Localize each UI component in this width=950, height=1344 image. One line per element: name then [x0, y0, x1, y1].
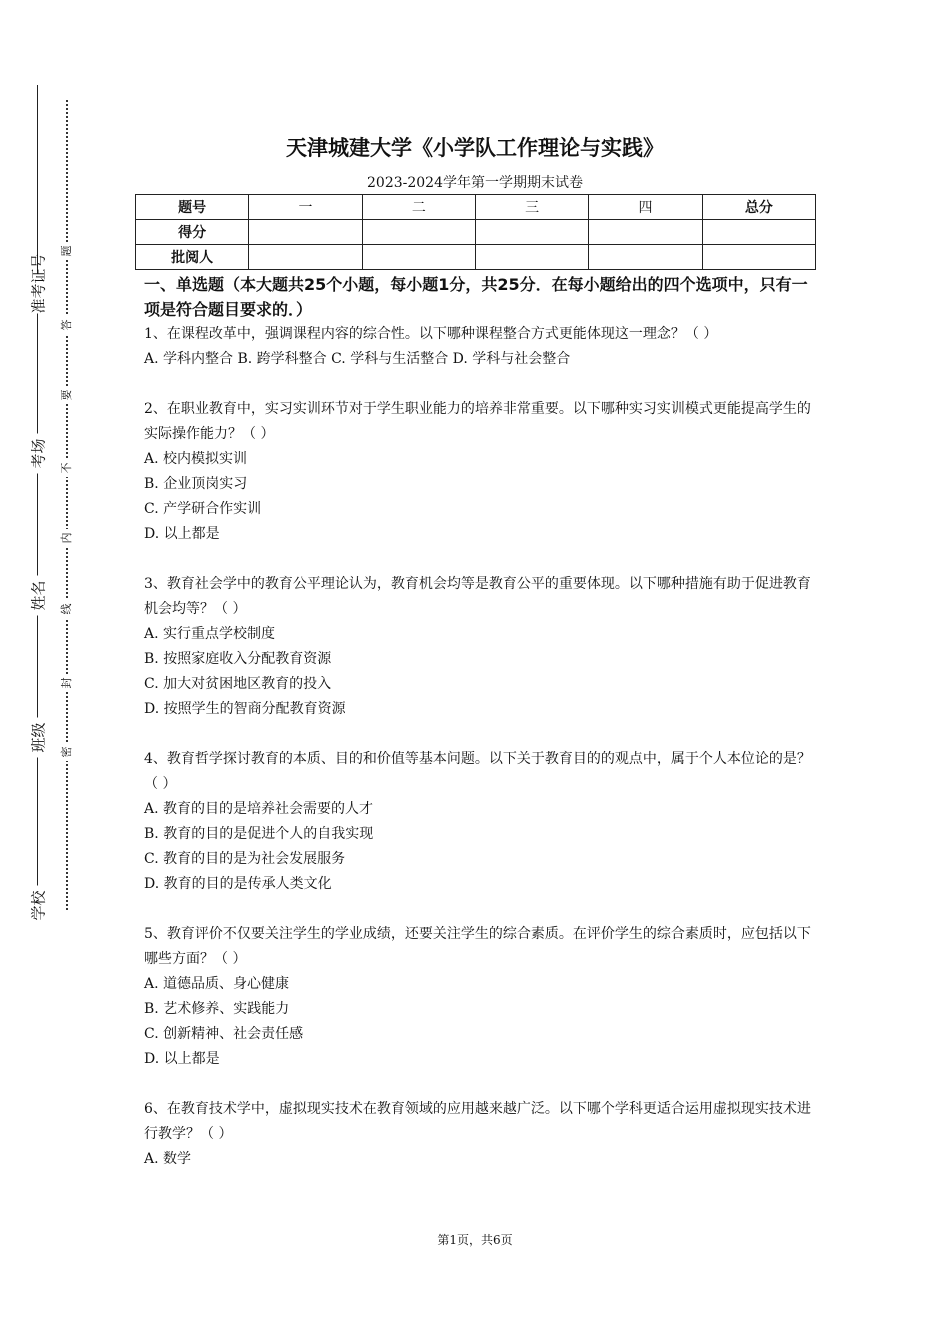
question-option: D. 按照学生的智商分配教育资源	[144, 701, 346, 717]
question-option: B. 按照家庭收入分配教育资源	[144, 651, 332, 667]
field-admission-number: 准考证号	[29, 253, 48, 314]
field-exam-room: 考场	[28, 434, 49, 474]
question-stem: 2、在职业教育中，实习实训环节对于学生职业能力的培养非常重要。以下哪种实习实训模式更能提高学生的实际操作能力？（ ）	[144, 401, 811, 442]
score-table-header-row	[136, 195, 816, 220]
question-option: C. 教育的目的是为社会发展服务	[144, 851, 346, 867]
question-option: D. 以上都是	[144, 1051, 220, 1067]
seal-char: 内	[60, 529, 74, 547]
score-cell	[702, 245, 815, 270]
score-cell	[702, 220, 815, 245]
question-item	[144, 322, 816, 372]
seal-char: 要	[60, 386, 74, 404]
question-option: A. 教育的目的是培养社会需要的人才	[144, 801, 374, 817]
grader-row	[136, 245, 816, 270]
score-cell	[249, 245, 362, 270]
seal-char: 题	[60, 242, 74, 260]
score-row-label: 批阅人	[136, 245, 249, 270]
seal-char: 答	[60, 316, 74, 334]
question-option: B. 企业顶岗实习	[144, 476, 248, 492]
score-row-label: 得分	[136, 220, 249, 245]
question-option: C. 产学研合作实训	[144, 501, 262, 517]
question-item	[144, 922, 816, 1072]
exam-title: 天津城建大学《小学队工作理论与实践》	[286, 136, 664, 160]
question-option: A. 校内模拟实训	[144, 451, 248, 467]
question-option: D. 以上都是	[144, 526, 220, 542]
question-option: A. 数学	[144, 1151, 192, 1167]
exam-subtitle: 2023-2024学年第一学期期末试卷	[367, 175, 583, 191]
section-heading: 一、单选题（本大题共25个小题，每小题1分，共25分．在每小题给出的四个选项中，只有一项是符合题目要求的．）	[144, 275, 808, 319]
question-option: C. 加大对贫困地区教育的投入	[144, 676, 332, 692]
question-stem: 4、教育哲学探讨教育的本质、目的和价值等基本问题。以下关于教育目的的观点中，属于个人本位论的是？（ ）	[144, 751, 811, 792]
question-item	[144, 747, 816, 897]
question-item	[144, 572, 816, 722]
binding-line	[37, 85, 38, 925]
score-cell	[362, 245, 475, 270]
score-cell	[475, 220, 588, 245]
score-row	[136, 220, 816, 245]
question-stem: 3、教育社会学中的教育公平理论认为，教育机会均等是教育公平的重要体现。以下哪种措施有助于促进教育机会均等？（ ）	[144, 576, 811, 617]
score-col-header: 二	[362, 195, 475, 220]
binding-strip	[0, 0, 110, 1344]
question-item	[144, 397, 816, 547]
question-option: C. 创新精神、社会责任感	[144, 1026, 304, 1042]
seal-char: 线	[60, 600, 74, 618]
score-col-header: 总分	[702, 195, 815, 220]
seal-char: 不	[60, 459, 74, 477]
score-cell	[475, 245, 588, 270]
question-option: A. 学科内整合 B. 跨学科整合 C. 学科与生活整合 D. 学科与社会整合	[144, 351, 571, 367]
question-option: D. 教育的目的是传承人类文化	[144, 876, 332, 892]
score-col-header: 一	[249, 195, 362, 220]
score-cell	[589, 220, 702, 245]
score-col-header: 三	[475, 195, 588, 220]
question-option: A. 道德品质、身心健康	[144, 976, 290, 992]
seal-char: 封	[60, 674, 74, 692]
seal-dotted-line	[66, 100, 68, 910]
field-class: 班级	[28, 718, 49, 758]
score-cell	[249, 220, 362, 245]
field-school: 学校	[28, 886, 49, 926]
field-name: 姓名	[28, 576, 49, 616]
score-table	[135, 194, 816, 270]
seal-char: 密	[60, 743, 74, 761]
question-list	[144, 322, 816, 1197]
question-stem: 1、在课程改革中，强调课程内容的综合性。以下哪种课程整合方式更能体现这一理念？（ ）	[144, 326, 718, 342]
score-col-header: 四	[589, 195, 702, 220]
question-option: B. 艺术修养、实践能力	[144, 1001, 290, 1017]
question-stem: 5、教育评价不仅要关注学生的学业成绩，还要关注学生的综合素质。在评价学生的综合素质时，应包括以下哪些方面？（ ）	[144, 926, 811, 967]
question-item	[144, 1097, 816, 1172]
page-footer: 第1页，共6页	[437, 1233, 513, 1247]
question-option: A. 实行重点学校制度	[144, 626, 276, 642]
question-option: B. 教育的目的是促进个人的自我实现	[144, 826, 374, 842]
score-col-header: 题号	[136, 195, 249, 220]
question-stem: 6、在教育技术学中，虚拟现实技术在教育领域的应用越来越广泛。以下哪个学科更适合运用虚拟现实技术进行教学？（ ）	[144, 1101, 811, 1142]
score-cell	[589, 245, 702, 270]
score-cell	[362, 220, 475, 245]
